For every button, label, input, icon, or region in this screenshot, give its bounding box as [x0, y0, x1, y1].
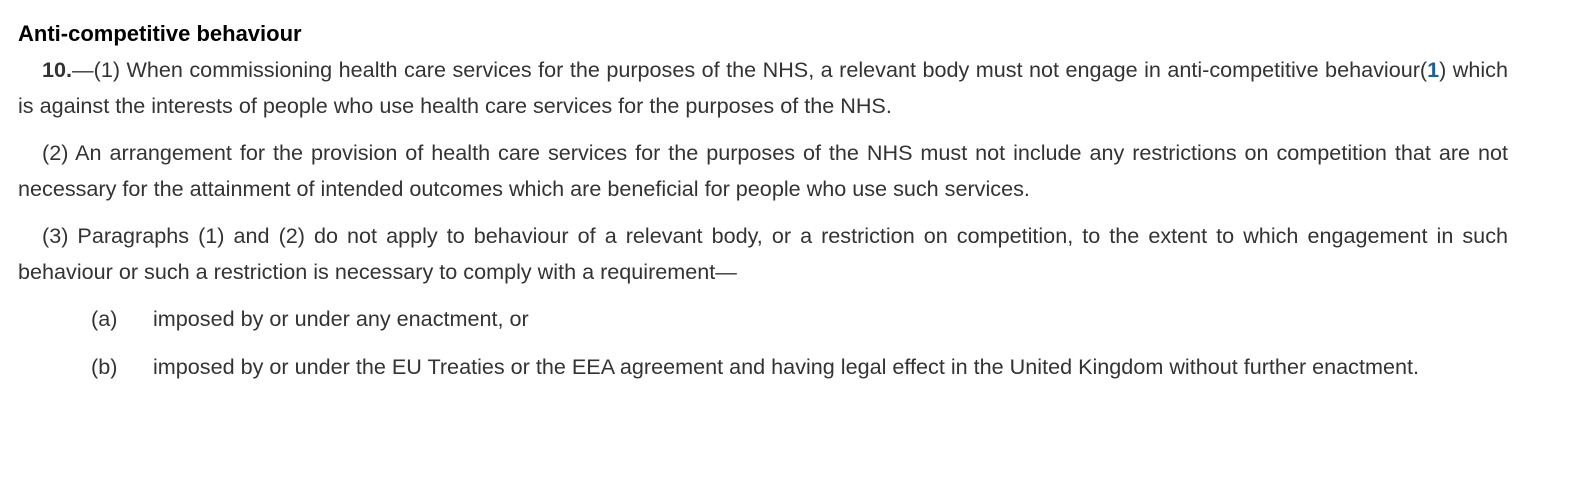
regulation-number: 10. — [42, 57, 73, 82]
list-item-label: (a) — [91, 306, 118, 331]
list-item-a — [18, 301, 1508, 337]
paragraph-1-tail: ) which is against the interests of people who use health care services for the purposes of the NHS. — [18, 57, 1508, 118]
paragraph-1-lead: —(1) When commissioning health care services for the purposes of the NHS, a relevant body must not engage in anti-competitive behaviour( — [72, 57, 1428, 82]
paragraph-1 — [18, 52, 1508, 124]
document-body — [18, 18, 1508, 397]
section-heading: Anti-competitive behaviour — [18, 21, 302, 46]
paragraph-2: (2) An arrangement for the provision of health care services for the purposes of the NHS must not include any restrictions on competition that are not necessary for the attainment of intended outcomes which are beneficial for people who use such services. — [18, 140, 1508, 201]
list-item-text: imposed by or under the EU Treaties or the EEA agreement and having legal effect in the United Kingdom without further enactment. — [153, 354, 1419, 379]
list-item-text: imposed by or under any enactment, or — [153, 306, 529, 331]
paragraph-3: (3) Paragraphs (1) and (2) do not apply to behaviour of a relevant body, or a restriction on competition, to the extent to which engagement in such behaviour or such a restriction is necessary to comply with a requirement— — [18, 223, 1508, 284]
footnote-link[interactable]: 1 — [1427, 57, 1440, 82]
list-item-b — [18, 349, 1508, 385]
list-item-label: (b) — [91, 354, 118, 379]
